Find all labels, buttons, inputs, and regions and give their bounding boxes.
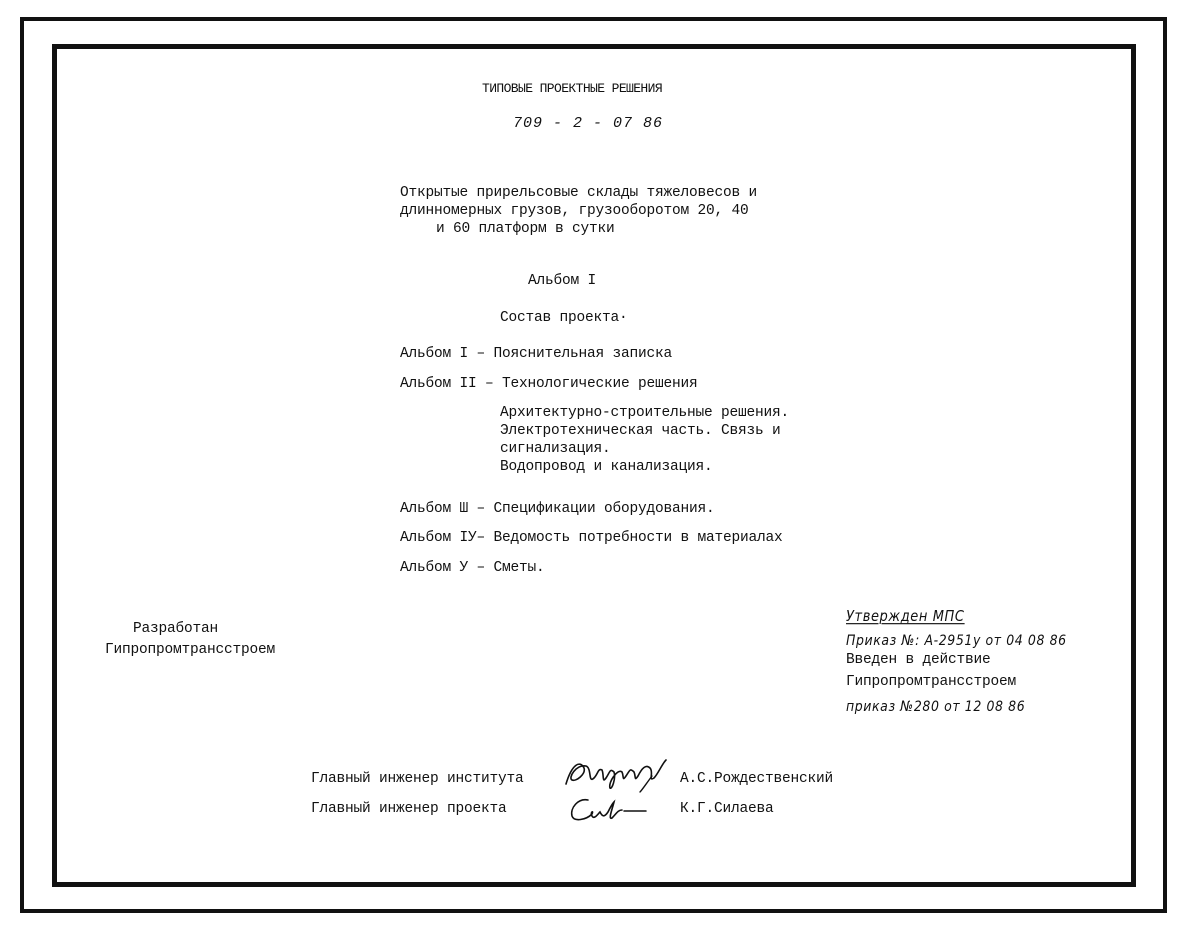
project-code: 709 - 2 - 07 86 [513, 115, 664, 132]
approval-enacted: Введен в действие [846, 652, 991, 668]
composition-title: Состав проекта· [500, 310, 628, 326]
approval-order-2: приказ №280 от 12 08 86 [846, 697, 1026, 715]
album-4-row: Альбом IУ– Ведомость потребности в материалах [400, 530, 783, 546]
description-line-3: и 60 платформ в сутки [436, 221, 615, 237]
approval-approved: Утвержден МПС [846, 608, 965, 626]
signature-name-project: К.Г.Силаева [680, 801, 774, 817]
description-line-1: Открытые прирельсовые склады тяжеловесов и [400, 185, 758, 201]
approval-order-1: Приказ №: А-2951у от 04 08 86 [846, 631, 1067, 649]
subitem-plumbing: Водопровод и канализация. [500, 459, 713, 475]
subitem-architecture: Архитектурно-строительные решения. [500, 405, 790, 421]
signature-role-institute: Главный инженер института [311, 771, 524, 787]
album-2-row: Альбом II – Технологические решения [400, 376, 698, 392]
album-1-row: Альбом I – Пояснительная записка [400, 346, 673, 362]
album-5-row: Альбом У – Сметы. [400, 560, 545, 576]
developer-label: Разработан [133, 621, 219, 637]
signature-project-scribble [566, 794, 650, 826]
description-line-2: длинномерных грузов, грузооборотом 20, 40 [400, 203, 749, 219]
signature-role-project: Главный инженер проекта [311, 801, 507, 817]
developer-block [105, 619, 275, 661]
album-title: Альбом I [528, 273, 597, 289]
album-2-subitems [500, 404, 789, 476]
subitem-signaling: сигнализация. [500, 441, 611, 457]
project-description [400, 184, 757, 238]
subitem-electrical: Электротехническая часть. Связь и [500, 423, 781, 439]
signature-institute-scribble [562, 754, 672, 794]
series-title: ТИПОВЫЕ ПРОЕКТНЫЕ РЕШЕНИЯ [482, 81, 663, 96]
signature-name-institute: А.С.Рождественский [680, 771, 834, 787]
developer-org: Гипропромтрансстроем [105, 642, 276, 658]
album-3-row: Альбом Ш – Спецификации оборудования. [400, 501, 715, 517]
approval-org: Гипропромтрансстроем [846, 674, 1017, 690]
